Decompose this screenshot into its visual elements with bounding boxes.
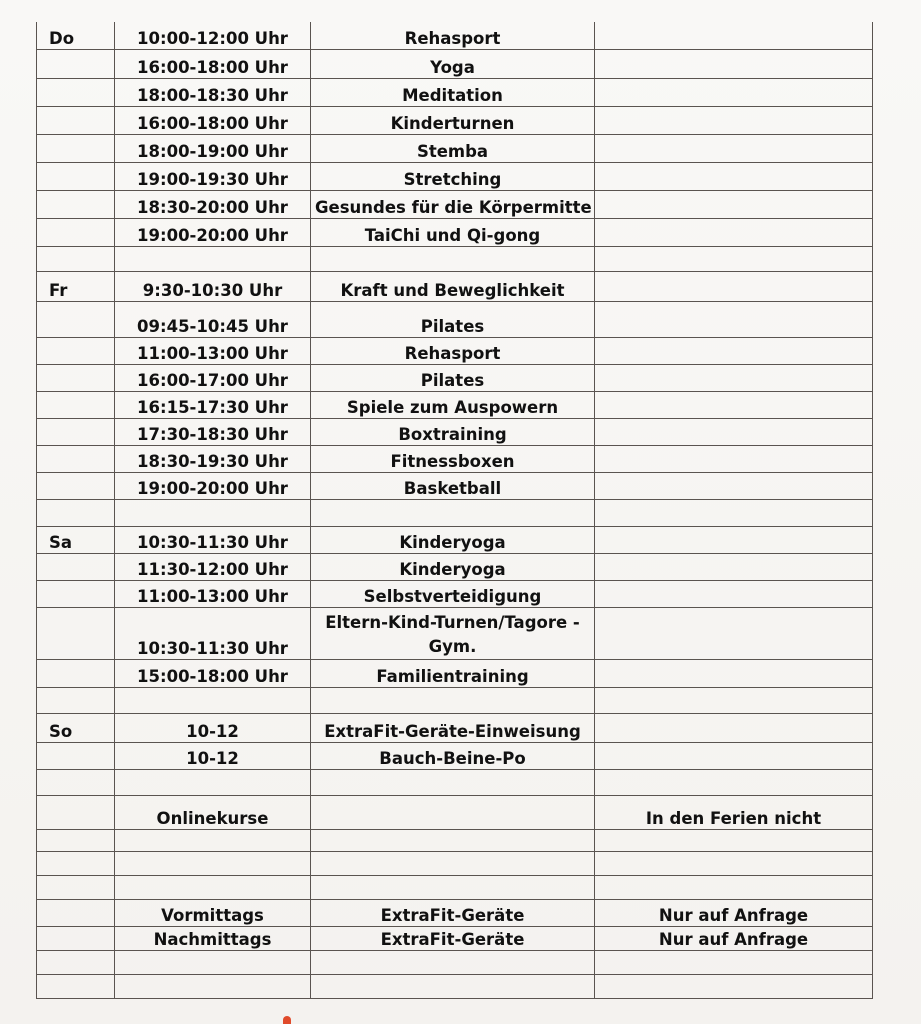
note-cell (595, 851, 873, 875)
note-cell (595, 218, 873, 246)
time-cell: 16:15-17:30 Uhr (115, 391, 311, 418)
course-cell (311, 974, 595, 998)
time-cell (115, 769, 311, 795)
note-cell: In den Ferien nicht (595, 795, 873, 829)
time-cell: 11:30-12:00 Uhr (115, 553, 311, 580)
note-cell (595, 78, 873, 106)
schedule-row (37, 829, 873, 851)
course-cell: Boxtraining (311, 418, 595, 445)
note-cell: Nur auf Anfrage (595, 926, 873, 950)
day-cell (37, 659, 115, 687)
note-cell (595, 607, 873, 659)
schedule-row (37, 851, 873, 875)
day-cell (37, 499, 115, 526)
day-cell (37, 829, 115, 851)
day-cell (37, 337, 115, 364)
course-cell (311, 769, 595, 795)
time-cell (115, 875, 311, 899)
day-cell (37, 742, 115, 769)
day-cell (37, 472, 115, 499)
course-cell: Kinderyoga (311, 553, 595, 580)
schedule-row (37, 246, 873, 271)
course-cell: Kinderyoga (311, 526, 595, 553)
time-cell: 10-12 (115, 713, 311, 742)
course-cell (311, 246, 595, 271)
course-cell: Yoga (311, 49, 595, 78)
schedule-row (37, 391, 873, 418)
schedule-row (37, 49, 873, 78)
schedule-row (37, 134, 873, 162)
schedule-table (36, 22, 873, 999)
time-cell: Vormittags (115, 899, 311, 926)
schedule-row (37, 607, 873, 659)
time-cell: 09:45-10:45 Uhr (115, 301, 311, 337)
course-cell: Bauch-Beine-Po (311, 742, 595, 769)
note-cell (595, 246, 873, 271)
schedule-row (37, 526, 873, 553)
day-cell (37, 106, 115, 134)
schedule-row (37, 445, 873, 472)
course-cell: Fitnessboxen (311, 445, 595, 472)
time-cell: 11:00-13:00 Uhr (115, 580, 311, 607)
course-cell: Rehasport (311, 337, 595, 364)
red-mark (283, 1016, 291, 1024)
course-cell: Gesundes für die Körpermitte (311, 190, 595, 218)
course-cell: Stretching (311, 162, 595, 190)
time-cell: 18:30-19:30 Uhr (115, 445, 311, 472)
time-cell: 19:00-20:00 Uhr (115, 472, 311, 499)
course-cell (311, 950, 595, 974)
note-cell (595, 974, 873, 998)
schedule-row (37, 795, 873, 829)
day-cell (37, 899, 115, 926)
time-cell (115, 499, 311, 526)
day-cell (37, 49, 115, 78)
note-cell (595, 391, 873, 418)
note-cell (595, 769, 873, 795)
course-cell: Meditation (311, 78, 595, 106)
day-cell (37, 553, 115, 580)
note-cell (595, 553, 873, 580)
time-cell (115, 829, 311, 851)
time-cell: 19:00-19:30 Uhr (115, 162, 311, 190)
note-cell (595, 162, 873, 190)
time-cell: Nachmittags (115, 926, 311, 950)
note-cell (595, 499, 873, 526)
day-cell (37, 795, 115, 829)
note-cell (595, 271, 873, 301)
day-cell (37, 218, 115, 246)
schedule-row (37, 769, 873, 795)
time-cell: 10:00-12:00 Uhr (115, 22, 311, 49)
schedule-row (37, 742, 873, 769)
note-cell (595, 659, 873, 687)
schedule-row (37, 418, 873, 445)
note-cell (595, 950, 873, 974)
schedule-row (37, 659, 873, 687)
schedule-row (37, 687, 873, 713)
schedule-row (37, 22, 873, 49)
note-cell (595, 106, 873, 134)
schedule-row (37, 875, 873, 899)
time-cell: 10-12 (115, 742, 311, 769)
note-cell (595, 190, 873, 218)
time-cell: 15:00-18:00 Uhr (115, 659, 311, 687)
note-cell (595, 472, 873, 499)
note-cell (595, 687, 873, 713)
course-cell: Pilates (311, 364, 595, 391)
schedule-row (37, 580, 873, 607)
day-cell: Do (37, 22, 115, 49)
note-cell (595, 829, 873, 851)
time-cell: 17:30-18:30 Uhr (115, 418, 311, 445)
schedule-row (37, 899, 873, 926)
note-cell (595, 49, 873, 78)
schedule-row (37, 926, 873, 950)
time-cell: Onlinekurse (115, 795, 311, 829)
course-cell: Kinderturnen (311, 106, 595, 134)
schedule-row (37, 106, 873, 134)
schedule-row (37, 337, 873, 364)
note-cell (595, 875, 873, 899)
day-cell: Fr (37, 271, 115, 301)
note-cell: Nur auf Anfrage (595, 899, 873, 926)
time-cell: 10:30-11:30 Uhr (115, 526, 311, 553)
day-cell (37, 301, 115, 337)
day-cell (37, 926, 115, 950)
course-cell: Eltern-Kind-Turnen/Tagore - Gym. (311, 607, 595, 659)
note-cell (595, 301, 873, 337)
time-cell: 18:00-18:30 Uhr (115, 78, 311, 106)
course-cell: Kraft und Beweglichkeit (311, 271, 595, 301)
day-cell (37, 190, 115, 218)
day-cell (37, 162, 115, 190)
course-cell: Pilates (311, 301, 595, 337)
course-cell: Rehasport (311, 22, 595, 49)
course-cell (311, 795, 595, 829)
time-cell (115, 974, 311, 998)
day-cell (37, 875, 115, 899)
day-cell (37, 687, 115, 713)
schedule-row (37, 162, 873, 190)
time-cell: 10:30-11:30 Uhr (115, 607, 311, 659)
day-cell (37, 246, 115, 271)
time-cell: 19:00-20:00 Uhr (115, 218, 311, 246)
day-cell (37, 769, 115, 795)
course-cell: ExtraFit-Geräte (311, 899, 595, 926)
course-cell: Spiele zum Auspowern (311, 391, 595, 418)
day-cell (37, 580, 115, 607)
day-cell (37, 445, 115, 472)
course-cell: Selbstverteidigung (311, 580, 595, 607)
time-cell (115, 246, 311, 271)
schedule-row (37, 190, 873, 218)
time-cell: 11:00-13:00 Uhr (115, 337, 311, 364)
day-cell (37, 851, 115, 875)
note-cell (595, 580, 873, 607)
course-cell: ExtraFit-Geräte (311, 926, 595, 950)
course-cell: Basketball (311, 472, 595, 499)
course-cell: TaiChi und Qi-gong (311, 218, 595, 246)
day-cell (37, 607, 115, 659)
course-cell: Familientraining (311, 659, 595, 687)
time-cell: 16:00-17:00 Uhr (115, 364, 311, 391)
time-cell: 9:30-10:30 Uhr (115, 271, 311, 301)
schedule-row (37, 713, 873, 742)
schedule-row (37, 499, 873, 526)
schedule-row (37, 974, 873, 998)
day-cell (37, 974, 115, 998)
day-cell (37, 391, 115, 418)
schedule-row (37, 218, 873, 246)
schedule-row (37, 301, 873, 337)
note-cell (595, 526, 873, 553)
schedule-row (37, 950, 873, 974)
note-cell (595, 418, 873, 445)
day-cell (37, 950, 115, 974)
schedule-row (37, 472, 873, 499)
time-cell (115, 950, 311, 974)
course-cell (311, 687, 595, 713)
time-cell: 18:00-19:00 Uhr (115, 134, 311, 162)
schedule-row (37, 78, 873, 106)
schedule-row (37, 271, 873, 301)
time-cell: 18:30-20:00 Uhr (115, 190, 311, 218)
schedule-row (37, 364, 873, 391)
note-cell (595, 364, 873, 391)
day-cell (37, 78, 115, 106)
time-cell: 16:00-18:00 Uhr (115, 49, 311, 78)
day-cell (37, 418, 115, 445)
course-cell (311, 499, 595, 526)
course-cell: ExtraFit-Geräte-Einweisung (311, 713, 595, 742)
note-cell (595, 134, 873, 162)
schedule-row (37, 553, 873, 580)
course-cell (311, 875, 595, 899)
note-cell (595, 22, 873, 49)
note-cell (595, 337, 873, 364)
course-cell (311, 851, 595, 875)
course-cell (311, 829, 595, 851)
time-cell: 16:00-18:00 Uhr (115, 106, 311, 134)
time-cell (115, 851, 311, 875)
note-cell (595, 713, 873, 742)
time-cell (115, 687, 311, 713)
day-cell: Sa (37, 526, 115, 553)
day-cell: So (37, 713, 115, 742)
day-cell (37, 364, 115, 391)
note-cell (595, 445, 873, 472)
day-cell (37, 134, 115, 162)
note-cell (595, 742, 873, 769)
course-cell: Stemba (311, 134, 595, 162)
schedule-body (37, 22, 873, 998)
